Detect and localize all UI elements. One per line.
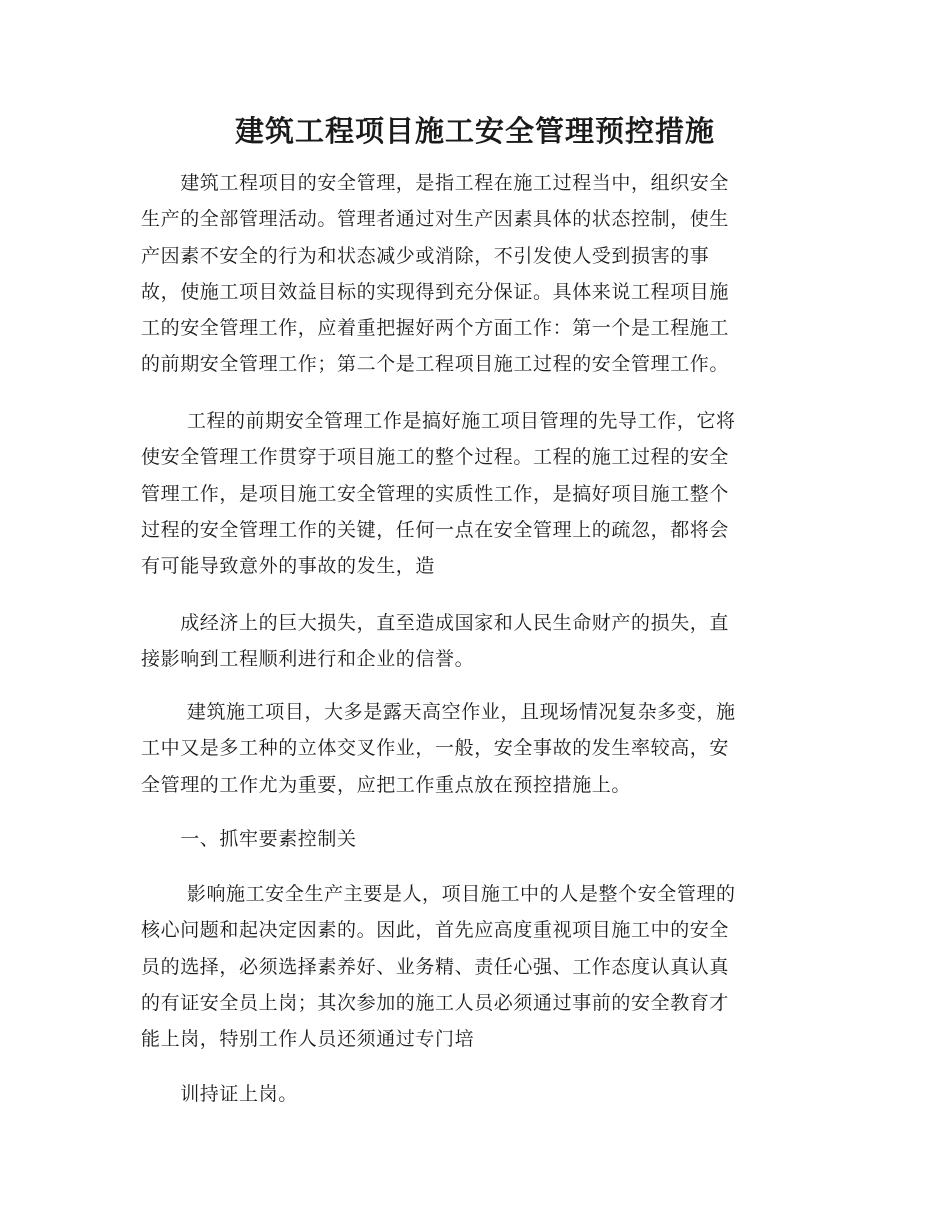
- paragraph-line: 过程的安全管理工作的关键，任何一点在安全管理上的疏忽，都将会: [141, 518, 730, 541]
- paragraph-line: 全管理的工作尤为重要，应把工作重点放在预控措施上。: [141, 773, 632, 796]
- paragraph-line: 管理工作，是项目施工安全管理的实质性工作，是搞好项目施工整个: [141, 482, 730, 505]
- paragraph-line: 使安全管理工作贯穿于项目施工的整个过程。工程的施工过程的安全: [141, 446, 730, 469]
- paragraph-certification: [141, 1076, 809, 1112]
- paragraph-intro: [141, 165, 809, 383]
- paragraph-line: 工中又是多工种的立体交叉作业，一般，安全事故的发生率较高，安: [141, 737, 730, 760]
- paragraph-line: 核心问题和起决定因素的。因此，首先应高度重视项目施工中的安全: [141, 919, 730, 942]
- paragraph-line: 的有证安全员上岗；其次参加的施工人员必须通过事前的安全教育才: [141, 991, 730, 1014]
- paragraph-early-stage: [141, 403, 809, 584]
- paragraph-line: 成经济上的巨大损失，直至造成国家和人民生命财产的损失，直: [141, 612, 730, 634]
- paragraph-outdoor-work: [141, 694, 809, 803]
- paragraph-line: 产因素不安全的行为和状态减少或消除，不引发使人受到损害的事: [141, 244, 710, 267]
- paragraph-line: 训持证上岗。: [141, 1083, 298, 1105]
- paragraph-line: 的前期安全管理工作；第二个是工程项目施工过程的安全管理工作。: [141, 353, 730, 376]
- paragraph-line: 故，使施工项目效益目标的实现得到充分保证。具体来说工程项目施: [141, 280, 730, 303]
- paragraph-line: 工程的前期安全管理工作是搞好施工项目管理的先导工作，它将: [141, 410, 736, 432]
- paragraph-personnel: [141, 876, 809, 1057]
- section-heading-1: [141, 821, 809, 857]
- paragraph-line: 员的选择，必须选择素养好、业务精、责任心强、工作态度认真认真: [141, 955, 730, 978]
- paragraph-line: 有可能导致意外的事故的发生，造: [141, 555, 436, 578]
- paragraph-line: 影响施工安全生产主要是人，项目施工中的人是整个安全管理的: [141, 883, 736, 905]
- paragraph-line: 生产的全部管理活动。管理者通过对生产因素具体的状态控制，使生: [141, 208, 730, 231]
- paragraph-line: 建筑工程项目的安全管理，是指工程在施工过程当中，组织安全: [141, 172, 730, 194]
- paragraph-line: 建筑施工项目，大多是露天高空作业，且现场情况复杂多变，施: [141, 701, 736, 723]
- paragraph-line: 工的安全管理工作，应着重把握好两个方面工作：第一个是工程施工: [141, 317, 730, 340]
- paragraph-loss: [141, 605, 809, 678]
- paragraph-line: 能上岗，特别工作人员还须通过专门培: [141, 1028, 475, 1051]
- paragraph-line: 接影响到工程顺利进行和企业的信誉。: [141, 648, 475, 671]
- document-title: 建筑工程项目施工安全管理预控措施: [234, 114, 715, 148]
- heading-line: 一、抓牢要素控制关: [141, 828, 357, 850]
